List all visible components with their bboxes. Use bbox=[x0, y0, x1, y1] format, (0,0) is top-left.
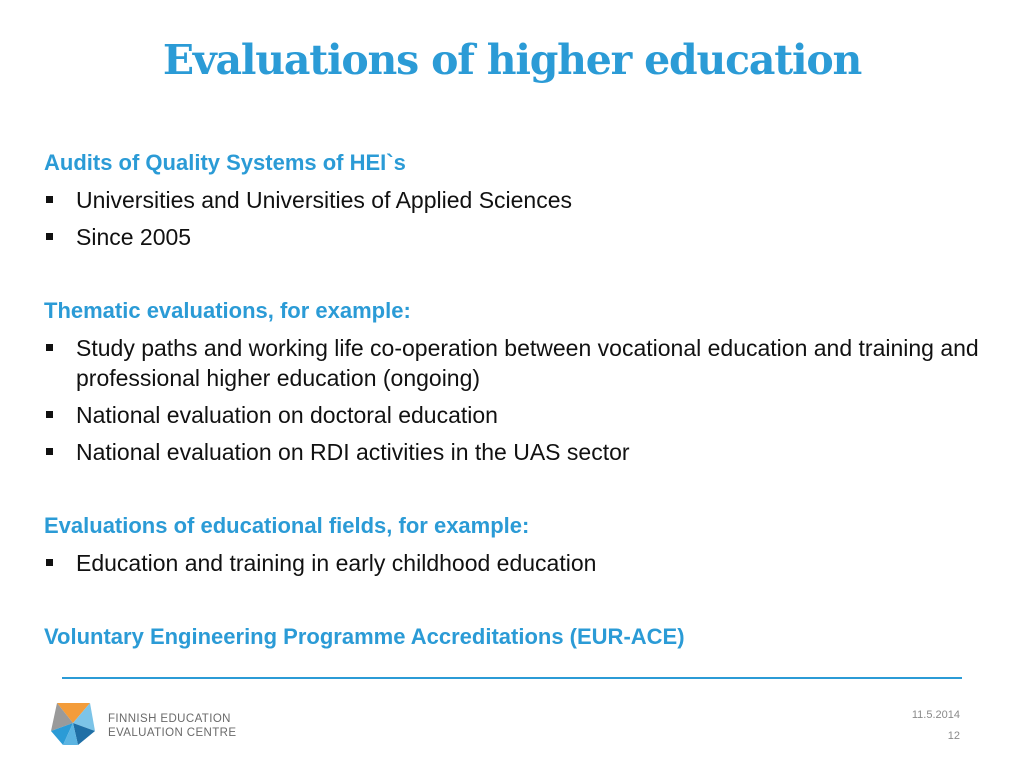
section-heading: Thematic evaluations, for example: bbox=[44, 298, 411, 323]
slide-date: 11.5.2014 bbox=[911, 709, 960, 721]
triangle-logo-icon bbox=[48, 701, 98, 747]
section-heading: Evaluations of educational fields, for example: bbox=[44, 513, 530, 538]
list-item-text: Education and training in early childhood education bbox=[76, 550, 597, 576]
list-item-text: Since 2005 bbox=[76, 224, 192, 250]
organization-name-line: FINNISH EDUCATION bbox=[108, 713, 231, 725]
list-item bbox=[44, 437, 984, 467]
bullet-square-icon bbox=[46, 233, 53, 240]
list-item bbox=[44, 222, 984, 252]
bullet-square-icon bbox=[46, 344, 53, 351]
list-item-text: National evaluation on doctoral education bbox=[76, 402, 498, 428]
section-educational-fields bbox=[44, 511, 984, 578]
organization-name bbox=[108, 712, 236, 740]
section-accreditations bbox=[44, 622, 984, 652]
list-item bbox=[44, 548, 984, 578]
bullet-square-icon bbox=[46, 559, 53, 566]
list-item-text: Universities and Universities of Applied Sciences bbox=[76, 187, 573, 213]
footer-divider bbox=[62, 677, 962, 679]
bullet-list bbox=[44, 548, 984, 578]
bullet-square-icon bbox=[46, 196, 53, 203]
slide-title: Evaluations of higher education bbox=[162, 36, 862, 84]
list-item-text: Study paths and working life co-operation between vocational education and training and professional higher education (ongoing) bbox=[76, 335, 979, 391]
page-number: 12 bbox=[947, 730, 960, 742]
bullet-list bbox=[44, 333, 984, 467]
section-audits bbox=[44, 148, 984, 252]
bullet-square-icon bbox=[46, 411, 53, 418]
list-item-text: National evaluation on RDI activities in the UAS sector bbox=[76, 439, 630, 465]
bullet-list bbox=[44, 185, 984, 252]
bullet-square-icon bbox=[46, 448, 53, 455]
list-item bbox=[44, 400, 984, 430]
list-item bbox=[44, 333, 984, 393]
section-heading: Audits of Quality Systems of HEI`s bbox=[44, 150, 406, 175]
section-thematic bbox=[44, 296, 984, 467]
section-heading: Voluntary Engineering Programme Accreditations (EUR-ACE) bbox=[44, 624, 685, 649]
organization-name-line: EVALUATION CENTRE bbox=[108, 727, 237, 739]
list-item bbox=[44, 185, 984, 215]
